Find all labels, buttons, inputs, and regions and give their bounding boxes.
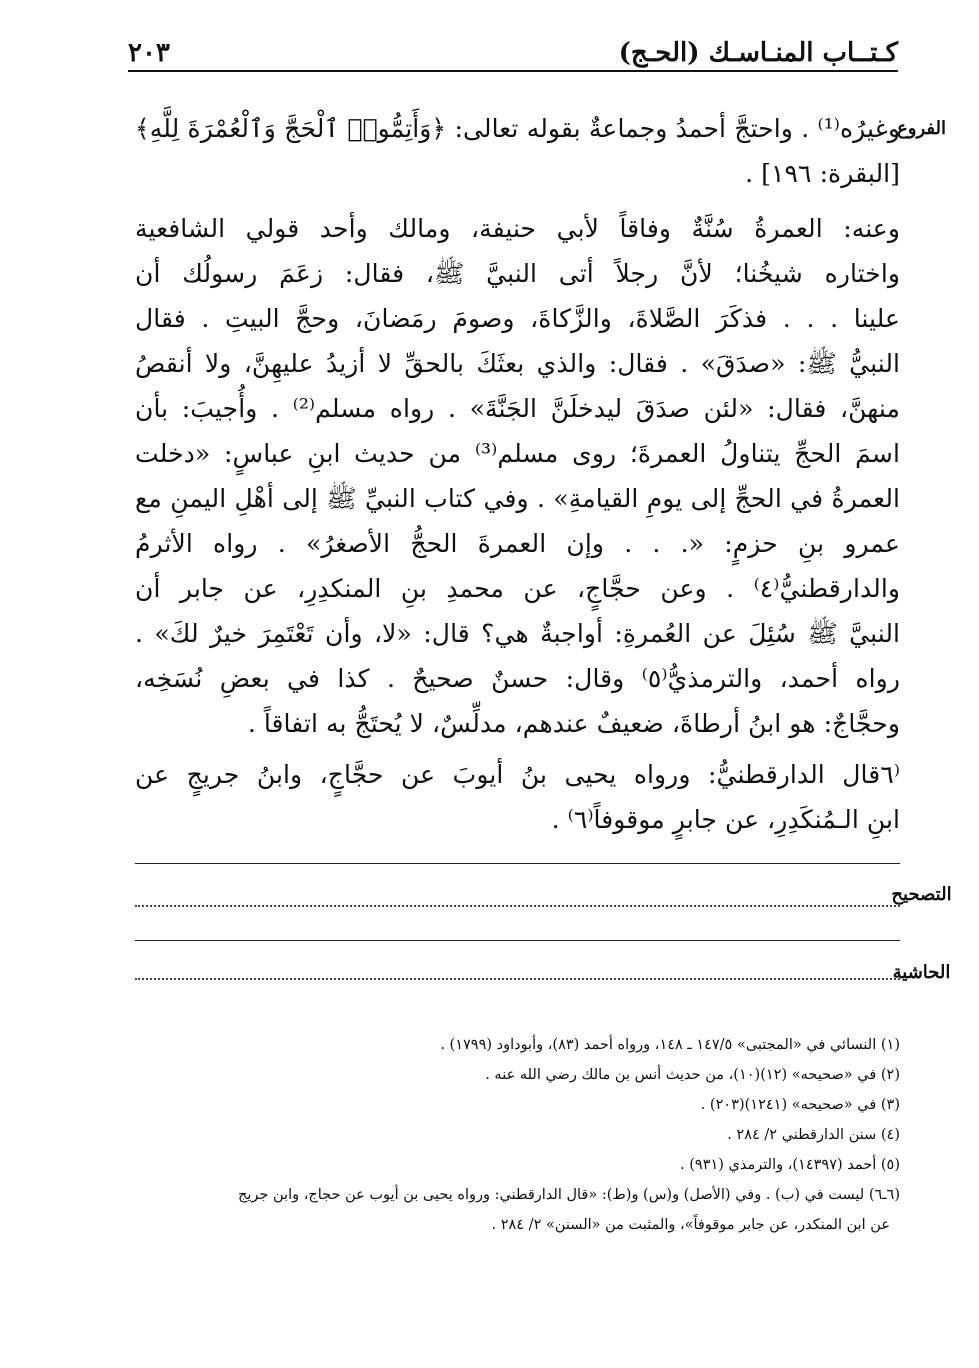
section-rule: [135, 863, 900, 864]
text-line: وعنه: العمرةُ سُنَّةٌ وفاقاً لأبي حنيفة، ومالك وأحد قولي الشافعية: [135, 214, 900, 243]
footnote-continuation: عن ابن المنكدر، عن جابر موقوفاً»، والمثبت من «السنن» ٢/ ٢٨٤ .: [491, 1217, 890, 1233]
footnote: (٣) في «صحيحه» (١٢٤١)(٢٠٣) .: [700, 1097, 900, 1113]
main-text: [135, 100, 900, 848]
text-line: والدارقطنيُّ⁽٤⁾ . وعن حجَّاجٍ، عن محمدِ بنِ المنكدِرِ، عن جابر أن: [135, 574, 900, 603]
text-line: وغيرُه⁽¹⁾ . واحتجَّ أحمدُ وجماعةٌ بقوله تعالى: ﴿وَأَتِمُّوا۟ ٱلْحَجَّ وَٱلْعُمْرَةَ لِلَّهِ﴾: [135, 114, 900, 143]
footnote: (٤) سنن الدارقطني ٢/ ٢٨٤ .: [727, 1127, 900, 1143]
margin-label-furoo: الفروع: [897, 118, 946, 139]
header-rule: [128, 70, 898, 72]
footnote: (٢) في «صحيحه» (١٢)(١٠)، من حديث أنس بن مالك رضي الله عنه .: [485, 1067, 900, 1083]
text-line: النبيُّ ﷺ: «صدَقَ» . فقال: والذي بعثَكَ بالحقِّ لا أزيدُ عليهِنَّ، ولا أنقصُ: [135, 349, 900, 378]
section-rule: [135, 940, 900, 941]
tashih-dotted-line: [135, 905, 900, 907]
text-line: ابنِ الـمُنكَدِرِ، عن جابرٍ موقوفاً⁽٦⁾ .: [551, 805, 900, 834]
page-header: [128, 38, 898, 68]
footnotes: [135, 1030, 900, 1240]
text-line: رواه أحمد، والترمذيُّ⁽٥⁾ وقال: حسنٌ صحيحٌ . كذا في بعضِ نُسَخِه،: [135, 664, 900, 693]
text-line: منهنَّ، فقال: «لئن صدَقَ ليدخلَنَّ الجَنَّةَ» . رواه مسلم⁽²⁾ . وأُجيبَ: بأن: [135, 394, 900, 423]
text-line: واختاره شيخُنا؛ لأنَّ رجلاً أتى النبيَّ ﷺ، فقال: زعَمَ رسولُك أن: [135, 259, 900, 288]
footnote: (١) النسائي في «المجتبى» ١٤٧/٥ ـ ١٤٨، ورواه أحمد (٨٣)، وأبوداود (١٧٩٩) .: [440, 1037, 900, 1053]
hashiya-dotted-line: [135, 978, 900, 980]
text-line: عمرو بنِ حزمٍ: «. . . وإن العمرةَ الحجُّ الأصغرُ» . رواه الأثرمُ: [135, 529, 900, 558]
footnote: (٥) أحمد (١٤٣٩٧)، والترمذي (٩٣١) .: [680, 1157, 900, 1173]
margin-label-tashih: التصحيح: [891, 884, 952, 905]
text-line: اسمَ الحجِّ يتناولُ العمرةَ؛ روى مسلم⁽³⁾ من حديث ابنِ عباسٍ: «دخلت: [135, 439, 900, 468]
text-line: النبيَّ ﷺ سُئِلَ عن العُمرةِ: أواجبةٌ هي؟ قال: «لا، وأن تَعْتَمِرَ خيرٌ لكَ» .: [135, 619, 900, 648]
text-line: وحجَّاجٌ: هو ابنُ أرطاةَ، ضعيفٌ عندهم، مدلِّسٌ، لا يُحتَجُّ به اتفاقاً .: [247, 709, 900, 738]
margin-label-hashiya: الحاشية: [892, 962, 951, 983]
text-line: ⁽٦قال الدارقطنيُّ: ورواه يحيى بنُ أيوبَ عن حجَّاجٍ، وابنُ جريجٍ عن: [135, 760, 900, 789]
page-number: ٢٠٣: [128, 38, 170, 68]
footnote: (٦ـ٦) ليست في (ب) . وفي (الأصل) و(س) و(ط): «قال الدارقطني: ورواه يحيى بن أيوب عن حجاج، وابن جريج: [238, 1187, 900, 1203]
text-line: العمرةُ في الحجِّ إلى يومِ القيامةِ» . وفي كتاب النبيِّ ﷺ إلى أهْلِ اليمنِ مع: [135, 484, 900, 513]
text-line: علينا . . . فذكَرَ الصَّلاةَ، والزَّكاةَ، وصومَ رمَضانَ، وحجَّ البيتِ . فقال: [135, 304, 900, 333]
text-line: [البقرة: ١٩٦] .: [745, 159, 900, 188]
running-title: كـتــاب المنـاسـك (الحـج): [618, 38, 898, 68]
